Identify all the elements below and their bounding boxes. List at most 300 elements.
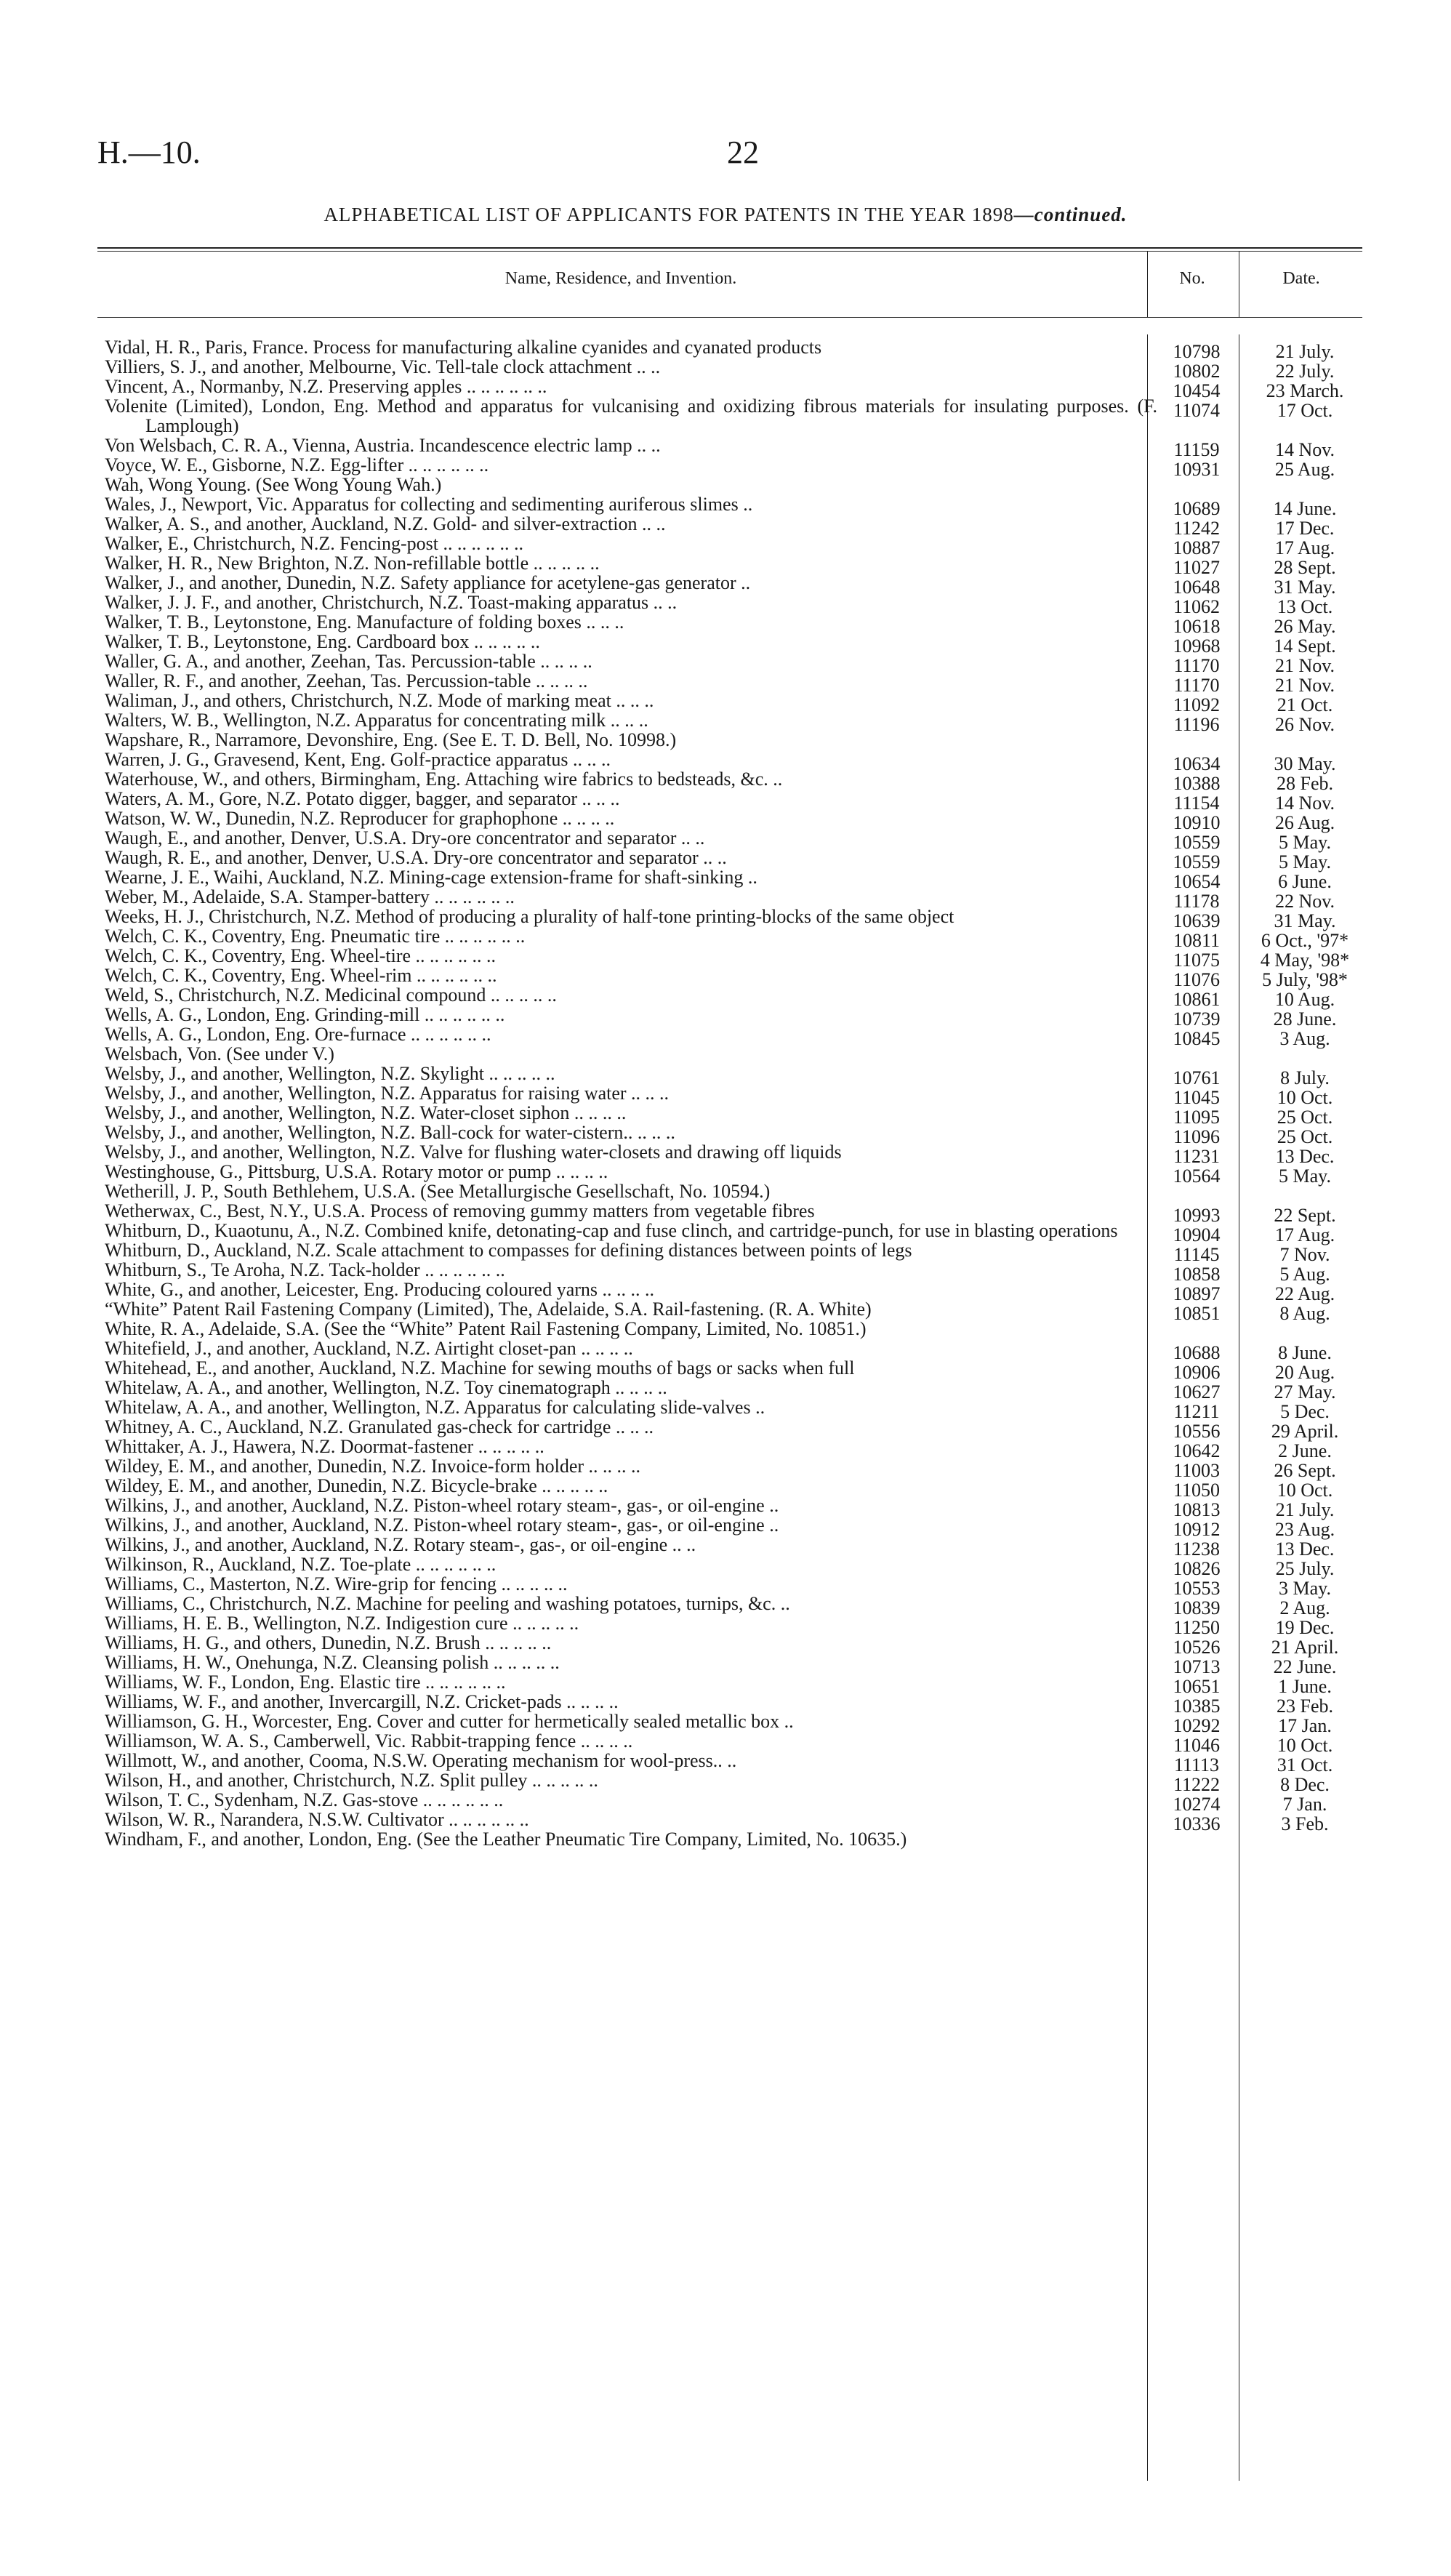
entry-number: 11027 — [1173, 557, 1221, 578]
list-item — [105, 886, 1365, 912]
entry-date: 4 May, '98* — [1260, 950, 1350, 971]
entry-text: Vidal, H. R., Paris, France. Process for manufacturing alkaline cyanides and cyanated products — [105, 337, 822, 358]
table-top-rule-thin — [97, 251, 1362, 252]
page-header — [97, 134, 1362, 177]
entry-text: Weber, M., Adelaide, S.A. Stamper-battery .. .. .. .. .. .. — [105, 886, 515, 907]
list-item — [105, 1436, 1365, 1461]
entry-text: Wilkins, J., and another, Auckland, N.Z. Piston-wheel rotary steam-, gas-, or oil-engine .. — [105, 1514, 779, 1536]
entry-date: 26 Aug. — [1274, 812, 1335, 833]
list-item — [105, 1357, 1365, 1383]
entry-number: 10739 — [1173, 1008, 1221, 1030]
list-item — [105, 611, 1365, 637]
entry-number: 10688 — [1173, 1342, 1221, 1363]
entry-date: 17 Dec. — [1275, 518, 1335, 539]
entry-date: 10 Aug. — [1274, 989, 1335, 1010]
entry-number: 11242 — [1173, 518, 1221, 539]
entry-number: 10993 — [1173, 1205, 1221, 1226]
entry-text: Wearne, J. E., Waihi, Auckland, N.Z. Mining-cage extension-frame for shaft-sinking .. — [105, 867, 757, 888]
entry-date: 1 June. — [1278, 1676, 1332, 1697]
entry-date: 6 Oct., '97* — [1261, 930, 1349, 951]
entry-number: 10968 — [1173, 635, 1221, 657]
entry-number: 11050 — [1173, 1480, 1221, 1501]
entry-date: 10 Oct. — [1277, 1735, 1333, 1756]
entry-date: 22 July. — [1275, 361, 1335, 382]
entry-text: Whitney, A. C., Auckland, N.Z. Granulated gas-check for cartridge .. .. .. — [105, 1416, 654, 1437]
list-item — [105, 1829, 1365, 1849]
entry-number: 10858 — [1173, 1264, 1221, 1285]
entry-number: 10564 — [1173, 1165, 1221, 1187]
entry-date: 19 Dec. — [1275, 1617, 1335, 1638]
entry-date: 5 May. — [1279, 851, 1331, 872]
list-item — [105, 1730, 1365, 1756]
entry-date: 17 Aug. — [1274, 1224, 1335, 1245]
entry-text: Welsbach, Von. (See under V.) — [105, 1043, 334, 1064]
entry-number: 11170 — [1173, 675, 1220, 696]
entry-text: Whitefield, J., and another, Auckland, N.Z. Airtight closet-pan .. .. .. .. — [105, 1338, 633, 1359]
entry-number: 10553 — [1173, 1578, 1221, 1599]
entry-text: Walker, J., and another, Dunedin, N.Z. Safety appliance for acetylene-gas generator .. — [105, 572, 751, 593]
entry-date: 8 Dec. — [1280, 1774, 1330, 1795]
list-item — [105, 1141, 1365, 1167]
column-divider-header-1 — [1147, 252, 1148, 317]
entry-date: 5 Dec. — [1280, 1401, 1330, 1422]
list-item — [105, 553, 1365, 578]
entry-text: Watson, W. W., Dunedin, N.Z. Reproducer for graphophone .. .. .. .. — [105, 808, 615, 829]
list-item — [105, 454, 1365, 480]
entry-date: 10 Oct. — [1277, 1480, 1333, 1501]
entry-number: 11076 — [1173, 969, 1221, 990]
entry-number: 10292 — [1173, 1715, 1221, 1736]
page-number: 22 — [727, 135, 759, 170]
entry-text: Walker, E., Christchurch, N.Z. Fencing-post .. .. .. .. .. .. — [105, 533, 523, 554]
entry-date: 23 March. — [1266, 380, 1344, 401]
entry-number: 10861 — [1173, 989, 1221, 1010]
list-item — [105, 1416, 1365, 1442]
list-item — [105, 1319, 1365, 1339]
entry-date: 3 Feb. — [1281, 1813, 1329, 1834]
entry-text: Weld, S., Christchurch, N.Z. Medicinal compound .. .. .. .. .. — [105, 984, 557, 1006]
entry-number: 11113 — [1173, 1754, 1220, 1775]
entry-number: 11178 — [1173, 891, 1220, 912]
entry-text: Westinghouse, G., Pittsburg, U.S.A. Rotary motor or pump .. .. .. .. — [105, 1161, 608, 1182]
entry-text: Vincent, A., Normanby, N.Z. Preserving apples .. .. .. .. .. .. — [105, 376, 547, 397]
entry-date: 3 Aug. — [1279, 1028, 1330, 1049]
entry-number: 10642 — [1173, 1440, 1221, 1461]
list-item — [105, 356, 1365, 382]
entry-date: 8 June. — [1278, 1342, 1332, 1363]
entry-text: Williams, C., Masterton, N.Z. Wire-grip for fencing .. .. .. .. .. — [105, 1573, 568, 1594]
entry-date: 28 June. — [1273, 1008, 1337, 1030]
entry-number: 10454 — [1173, 380, 1221, 401]
entry-number: 10897 — [1173, 1283, 1221, 1304]
entry-text: Welch, C. K., Coventry, Eng. Pneumatic tire .. .. .. .. .. .. — [105, 926, 526, 947]
entry-number: 10802 — [1173, 361, 1221, 382]
entry-number: 10689 — [1173, 498, 1221, 519]
entry-text: Whitelaw, A. A., and another, Wellington, N.Z. Toy cinematograph .. .. .. .. — [105, 1377, 667, 1398]
entry-number: 11145 — [1173, 1244, 1220, 1265]
entry-date: 6 June. — [1278, 871, 1332, 892]
list-item — [105, 1456, 1365, 1481]
entry-number: 11095 — [1173, 1107, 1221, 1128]
entry-text: Walker, T. B., Leytonstone, Eng. Manufacture of folding boxes .. .. .. — [105, 611, 624, 633]
entry-text: Williams, W. F., and another, Invercargill, N.Z. Cricket-pads .. .. .. .. — [105, 1691, 619, 1712]
entry-date: 2 June. — [1278, 1440, 1332, 1461]
list-item — [105, 1181, 1365, 1201]
column-header-name: Name, Residence, and Invention. — [505, 269, 737, 288]
entry-text: Welch, C. K., Coventry, Eng. Wheel-rim .. .. .. .. .. .. — [105, 965, 497, 986]
entry-date: 25 Oct. — [1277, 1107, 1333, 1128]
entry-number: 11211 — [1173, 1401, 1220, 1422]
entry-text: Williams, W. F., London, Eng. Elastic tire .. .. .. .. .. .. — [105, 1672, 506, 1693]
entry-number: 10559 — [1173, 851, 1221, 872]
entry-text: Welsby, J., and another, Wellington, N.Z. Skylight .. .. .. .. .. — [105, 1063, 555, 1084]
entry-text: Welch, C. K., Coventry, Eng. Wheel-tire .. .. .. .. .. .. — [105, 945, 497, 966]
entry-text: Wildey, E. M., and another, Dunedin, N.Z. Bicycle-brake .. .. .. .. .. — [105, 1475, 608, 1496]
entry-text: Whitburn, D., Auckland, N.Z. Scale attachment to compasses for defining distances between points of legs — [105, 1240, 912, 1261]
entry-text: Wapshare, R., Narramore, Devonshire, Eng. (See E. T. D. Bell, No. 10998.) — [105, 729, 677, 750]
entry-text: Whitelaw, A. A., and another, Wellington, N.Z. Apparatus for calculating slide-valves .. — [105, 1397, 765, 1418]
list-item — [105, 572, 1365, 598]
list-item — [105, 827, 1365, 853]
entry-text: Whittaker, A. J., Hawera, N.Z. Doormat-fastener .. .. .. .. .. — [105, 1436, 544, 1457]
entry-number: 11003 — [1173, 1460, 1221, 1481]
entry-date: 25 July. — [1275, 1558, 1335, 1579]
entry-number: 11231 — [1173, 1146, 1221, 1167]
entry-number: 10526 — [1173, 1637, 1221, 1658]
entry-date: 13 Dec. — [1275, 1146, 1335, 1167]
list-item — [105, 475, 1365, 494]
entry-text: Williams, H. E. B., Wellington, N.Z. Indigestion cure .. .. .. .. .. — [105, 1613, 579, 1634]
list-item — [105, 533, 1365, 558]
entry-date: 13 Dec. — [1275, 1538, 1335, 1560]
entry-date: 31 May. — [1274, 910, 1336, 931]
entry-date: 8 Aug. — [1279, 1303, 1330, 1324]
entry-number: 11238 — [1173, 1538, 1221, 1560]
entry-number: 10931 — [1173, 459, 1221, 480]
entry-number: 11159 — [1173, 439, 1220, 460]
list-item — [105, 1750, 1365, 1775]
entry-text: Waugh, E., and another, Denver, U.S.A. Dry-ore concentrator and separator .. .. — [105, 827, 705, 848]
entry-number: 11074 — [1173, 400, 1221, 421]
entry-date: 21 April. — [1271, 1637, 1339, 1658]
list-item — [105, 1613, 1365, 1638]
list-item — [105, 749, 1365, 774]
entry-text: Wilson, W. R., Narandera, N.S.W. Cultivator .. .. .. .. .. .. — [105, 1809, 529, 1830]
list-item — [105, 1102, 1365, 1128]
column-header-date: Date. — [1282, 269, 1320, 288]
list-item — [105, 1299, 1365, 1324]
list-item — [105, 494, 1365, 519]
entry-date: 27 May. — [1274, 1381, 1336, 1403]
entry-text: Williamson, W. A. S., Camberwell, Vic. Rabbit-trapping fence .. .. .. .. — [105, 1730, 633, 1752]
entry-text: Walker, A. S., and another, Auckland, N.Z. Gold- and silver-extraction .. .. — [105, 513, 666, 534]
entry-date: 22 Sept. — [1274, 1205, 1336, 1226]
entry-number: 10826 — [1173, 1558, 1221, 1579]
list-item — [105, 867, 1365, 892]
entry-text: Wildey, E. M., and another, Dunedin, N.Z. Invoice-form holder .. .. .. .. — [105, 1456, 641, 1477]
entry-number: 11062 — [1173, 596, 1221, 617]
list-item — [105, 1200, 1365, 1226]
entry-text: Wetherwax, C., Best, N.Y., U.S.A. Process of removing gummy matters from vegetable fibres — [105, 1200, 815, 1221]
entry-date: 13 Oct. — [1277, 596, 1333, 617]
table-top-rule — [97, 247, 1362, 249]
entry-number: 11092 — [1173, 694, 1221, 715]
entry-number: 10648 — [1173, 577, 1221, 598]
entry-number: 11250 — [1173, 1617, 1221, 1638]
entry-number: 11045 — [1173, 1087, 1221, 1108]
entry-date: 21 Nov. — [1274, 655, 1335, 676]
entry-text: Whitburn, S., Te Aroha, N.Z. Tack-holder .. .. .. .. .. .. — [105, 1259, 505, 1280]
list-item — [105, 337, 1365, 362]
entry-number: 11046 — [1173, 1735, 1221, 1756]
entry-number: 10845 — [1173, 1028, 1221, 1049]
entry-number: 10811 — [1173, 930, 1221, 951]
entry-text: Wilkins, J., and another, Auckland, N.Z. Piston-wheel rotary steam-, gas-, or oil-engine .. — [105, 1495, 779, 1516]
list-item — [105, 1220, 1365, 1245]
list-item — [105, 1593, 1365, 1618]
list-item — [105, 1338, 1365, 1363]
entry-number: 10385 — [1173, 1696, 1221, 1717]
entry-number: 10839 — [1173, 1597, 1221, 1618]
entry-date: 2 Aug. — [1279, 1597, 1330, 1618]
entry-text: Williams, H. G., and others, Dunedin, N.Z. Brush .. .. .. .. .. — [105, 1632, 552, 1653]
list-item — [105, 690, 1365, 715]
entry-number: 10627 — [1173, 1381, 1221, 1403]
list-item — [105, 1279, 1365, 1304]
list-item — [105, 1377, 1365, 1403]
list-item — [105, 1161, 1365, 1187]
entry-date: 22 Aug. — [1274, 1283, 1335, 1304]
entry-text: Waller, G. A., and another, Zeehan, Tas. Percussion-table .. .. .. .. — [105, 651, 592, 672]
entry-date: 14 June. — [1273, 498, 1337, 519]
entry-date: 20 Aug. — [1274, 1362, 1335, 1383]
entry-number: 11096 — [1173, 1126, 1221, 1147]
entry-text: Weeks, H. J., Christchurch, N.Z. Method of producing a plurality of half-tone printing-blocks of the same object — [105, 906, 954, 927]
column-header-rule — [97, 317, 1362, 318]
list-item — [105, 1809, 1365, 1834]
list-item — [105, 1024, 1365, 1049]
document-id: H.—10. — [97, 135, 201, 170]
list-item — [105, 1083, 1365, 1108]
list-item — [105, 1632, 1365, 1658]
entry-date: 21 Nov. — [1274, 675, 1335, 696]
entry-number: 10887 — [1173, 537, 1221, 558]
entry-number: 10654 — [1173, 871, 1221, 892]
entry-date: 31 Oct. — [1277, 1754, 1333, 1775]
entry-number: 10904 — [1173, 1224, 1221, 1245]
list-title-text: ALPHABETICAL LIST OF APPLICANTS FOR PATENTS IN THE YEAR 1898 — [323, 204, 1014, 225]
list-item — [105, 965, 1365, 990]
entry-date: 26 Sept. — [1274, 1460, 1336, 1481]
list-item — [105, 1652, 1365, 1677]
list-item — [105, 1475, 1365, 1501]
list-title — [0, 204, 1451, 226]
entry-text: Wells, A. G., London, Eng. Grinding-mill .. .. .. .. .. .. — [105, 1004, 505, 1025]
entry-date: 5 May. — [1279, 832, 1331, 853]
list-item — [105, 769, 1365, 794]
list-item — [105, 847, 1365, 872]
list-item — [105, 1554, 1365, 1579]
entry-date: 17 Aug. — [1274, 537, 1335, 558]
entry-date: 23 Feb. — [1277, 1696, 1333, 1717]
entry-number: 10651 — [1173, 1676, 1221, 1697]
entry-date: 14 Nov. — [1274, 793, 1335, 814]
list-item — [105, 376, 1365, 401]
entry-text: Waliman, J., and others, Christchurch, N.Z. Mode of marking meat .. .. .. — [105, 690, 654, 711]
list-item — [105, 1240, 1365, 1265]
entry-number: 10798 — [1173, 341, 1221, 362]
list-item — [105, 788, 1365, 814]
entry-number: 11222 — [1173, 1774, 1221, 1795]
list-item — [105, 1122, 1365, 1147]
entry-number: 10910 — [1173, 812, 1221, 833]
entry-date: 17 Jan. — [1278, 1715, 1332, 1736]
entry-number: 11170 — [1173, 655, 1220, 676]
list-item — [105, 631, 1365, 657]
entry-date: 23 Aug. — [1274, 1519, 1335, 1540]
entry-text: Wales, J., Newport, Vic. Apparatus for collecting and sedimenting auriferous slimes .. — [105, 494, 753, 515]
entry-date: 5 July, '98* — [1262, 969, 1348, 990]
list-item — [105, 1711, 1365, 1736]
list-item — [105, 1044, 1365, 1064]
list-item — [105, 730, 1365, 750]
list-item — [105, 1770, 1365, 1795]
list-item — [105, 945, 1365, 971]
entry-text: Walker, J. J. F., and another, Christchurch, N.Z. Toast-making apparatus .. .. — [105, 592, 678, 613]
list-item — [105, 1397, 1365, 1422]
entry-text: Waller, R. F., and another, Zeehan, Tas. Percussion-table .. .. .. .. — [105, 670, 588, 691]
entry-number: 10618 — [1173, 616, 1221, 637]
entry-text: Williamson, G. H., Worcester, Eng. Cover and cutter for hermetically sealed metallic box .. — [105, 1711, 794, 1732]
entry-date: 5 Aug. — [1279, 1264, 1330, 1285]
entry-text: Walker, H. R., New Brighton, N.Z. Non-refillable bottle .. .. .. .. .. — [105, 553, 600, 574]
entry-text: White, R. A., Adelaide, S.A. (See the “White” Patent Rail Fastening Company, Limited, No. 10851.) — [105, 1318, 867, 1339]
entry-text: “White” Patent Rail Fastening Company (Limited), The, Adelaide, S.A. Rail-fastening. (R. A. White) — [105, 1299, 872, 1320]
entry-date: 7 Jan. — [1282, 1794, 1327, 1815]
entry-date: 10 Oct. — [1277, 1087, 1333, 1108]
entry-text: Waugh, R. E., and another, Denver, U.S.A. Dry-ore concentrator and separator .. .. — [105, 847, 727, 868]
entry-date: 3 May. — [1279, 1578, 1331, 1599]
entry-text: Walters, W. B., Wellington, N.Z. Apparatus for concentrating milk .. .. .. — [105, 710, 648, 731]
entry-text: Wilson, H., and another, Christchurch, N.Z. Split pulley .. .. .. .. .. — [105, 1770, 598, 1791]
entry-number: 10388 — [1173, 773, 1221, 794]
list-item — [105, 1573, 1365, 1599]
entry-date: 28 Feb. — [1277, 773, 1333, 794]
list-item — [105, 1691, 1365, 1717]
entry-date: 31 May. — [1274, 577, 1336, 598]
entry-text: Welsby, J., and another, Wellington, N.Z. Valve for flushing water-closets and drawing off liquids — [105, 1141, 842, 1163]
entry-text: Waters, A. M., Gore, N.Z. Potato digger, bagger, and separator .. .. .. — [105, 788, 620, 809]
entry-date: 22 Nov. — [1274, 891, 1335, 912]
entry-text: Waterhouse, W., and others, Birmingham, Eng. Attaching wire fabrics to bedsteads, &c. .. — [105, 769, 783, 790]
entry-date: 25 Oct. — [1277, 1126, 1333, 1147]
entry-text: Villiers, S. J., and another, Melbourne, Vic. Tell-tale clock attachment .. .. — [105, 356, 661, 377]
entry-number: 10556 — [1173, 1421, 1221, 1442]
list-item — [105, 1672, 1365, 1697]
list-item — [105, 710, 1365, 735]
entry-text: White, G., and another, Leicester, Eng. Producing coloured yarns .. .. .. .. — [105, 1279, 655, 1300]
entry-text: Welsby, J., and another, Wellington, N.Z. Apparatus for raising water .. .. .. — [105, 1083, 670, 1104]
entry-date: 21 July. — [1275, 341, 1335, 362]
entry-text: Wilson, T. C., Sydenham, N.Z. Gas-stove .. .. .. .. .. .. — [105, 1789, 504, 1810]
entry-date: 17 Oct. — [1277, 400, 1333, 421]
entry-date: 21 July. — [1275, 1499, 1335, 1520]
entry-text: Welsby, J., and another, Wellington, N.Z. Water-closet siphon .. .. .. .. — [105, 1102, 627, 1123]
list-item — [105, 396, 1365, 436]
entry-date: 21 Oct. — [1277, 694, 1333, 715]
entry-text: Walker, T. B., Leytonstone, Eng. Cardboard box .. .. .. .. .. — [105, 631, 540, 652]
entry-text: Willmott, W., and another, Cooma, N.S.W. Operating mechanism for wool-press.. .. — [105, 1750, 737, 1771]
entry-number: 11154 — [1173, 793, 1220, 814]
list-item — [105, 1004, 1365, 1030]
list-item — [105, 1534, 1365, 1560]
entry-number: 10634 — [1173, 753, 1221, 774]
entry-number: 10713 — [1173, 1656, 1221, 1677]
applicants-list — [105, 337, 1365, 1849]
entry-date: 5 May. — [1279, 1165, 1331, 1187]
entry-date: 14 Sept. — [1274, 635, 1336, 657]
entry-date: 26 May. — [1274, 616, 1336, 637]
entry-number: 10906 — [1173, 1362, 1221, 1383]
entry-text: Wells, A. G., London, Eng. Ore-furnace .. .. .. .. .. .. — [105, 1024, 491, 1045]
list-item — [105, 984, 1365, 1010]
entry-text: Whitburn, D., Kuaotunu, A., N.Z. Combined knife, detonating-cap and fuse clinch, and cartridge-punch, for use in blasting operations — [105, 1220, 1118, 1241]
list-item — [105, 435, 1365, 460]
entry-text: Williams, C., Christchurch, N.Z. Machine for peeling and washing potatoes, turnips, &c. .. — [105, 1593, 790, 1614]
entry-text: Wetherill, J. P., South Bethlehem, U.S.A. (See Metallurgische Gesellschaft, No. 10594.) — [105, 1181, 771, 1202]
entry-date: 30 May. — [1274, 753, 1336, 774]
entry-number: 10851 — [1173, 1303, 1221, 1324]
entry-text: Williams, H. W., Onehunga, N.Z. Cleansing polish .. .. .. .. .. — [105, 1652, 560, 1673]
entry-date: 28 Sept. — [1274, 557, 1336, 578]
list-item — [105, 670, 1365, 696]
entry-text: Wilkins, J., and another, Auckland, N.Z. Rotary steam-, gas-, or oil-engine .. .. — [105, 1534, 696, 1555]
entry-date: 22 June. — [1273, 1656, 1337, 1677]
list-item — [105, 1063, 1365, 1088]
entry-date: 29 April. — [1271, 1421, 1339, 1442]
entry-text: Warren, J. G., Gravesend, Kent, Eng. Golf-practice apparatus .. .. .. — [105, 749, 611, 770]
entry-number: 11196 — [1173, 714, 1220, 735]
entry-text: Wah, Wong Young. (See Wong Young Wah.) — [105, 474, 442, 495]
list-item — [105, 1789, 1365, 1815]
entry-date: 26 Nov. — [1274, 714, 1335, 735]
entry-text: Von Welsbach, C. R. A., Vienna, Austria. Incandescence electric lamp .. .. — [105, 435, 661, 456]
list-item — [105, 592, 1365, 617]
list-item — [105, 1514, 1365, 1540]
list-item — [105, 906, 1365, 931]
entry-number: 10559 — [1173, 832, 1221, 853]
column-header-number: No. — [1179, 269, 1205, 288]
list-item — [105, 926, 1365, 951]
entry-text: Whitehead, E., and another, Auckland, N.Z. Machine for sewing mouths of bags or sacks when full — [105, 1357, 855, 1379]
list-item — [105, 1259, 1365, 1285]
entry-number: 10639 — [1173, 910, 1221, 931]
list-item — [105, 808, 1365, 833]
entry-number: 10761 — [1173, 1067, 1221, 1088]
entry-number: 10274 — [1173, 1794, 1221, 1815]
list-item — [105, 513, 1365, 539]
entry-number: 11075 — [1173, 950, 1221, 971]
entry-text: Welsby, J., and another, Wellington, N.Z. Ball-cock for water-cistern.. .. .. .. — [105, 1122, 675, 1143]
entry-date: 14 Nov. — [1274, 439, 1335, 460]
entry-text: Windham, F., and another, London, Eng. (See the Leather Pneumatic Tire Company, Limited, No. 10635.) — [105, 1829, 907, 1850]
entry-date: 7 Nov. — [1279, 1244, 1330, 1265]
list-item — [105, 1495, 1365, 1520]
entry-text: Volenite (Limited), London, Eng. Method and apparatus for vulcanising and oxidizing fibrous materials for insulating purposes. (F. Lamplough) — [105, 396, 1157, 436]
list-title-continued: —continued. — [1013, 204, 1128, 225]
list-item — [105, 651, 1365, 676]
entry-text: Voyce, W. E., Gisborne, N.Z. Egg-lifter .. .. .. .. .. .. — [105, 454, 489, 476]
